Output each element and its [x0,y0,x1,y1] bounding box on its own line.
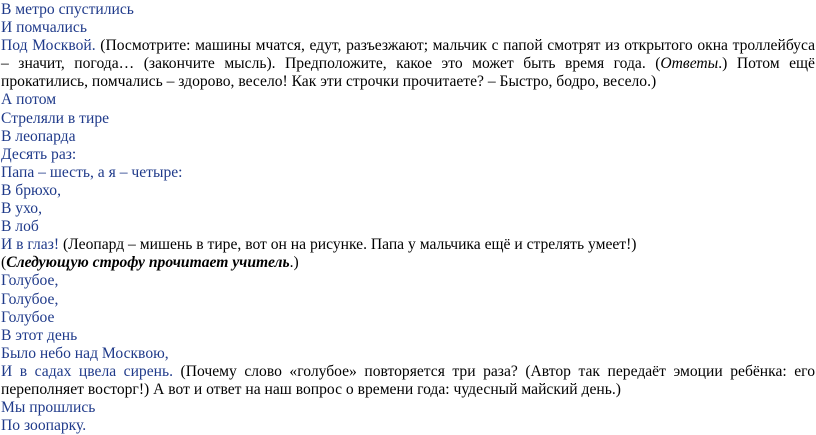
teacher-comment: (Посмотрите: машины мчатся, едут, разъезжают; мальчик с папой смотрят из открытого окна троллейбуса – значит, погода… (закончите мысль). Предположите, какое это может быть время года. ( [1,37,815,73]
poem-with-comment-paragraph [1,363,815,399]
poem-line: И в глаз! [1,236,60,254]
instruction-close-paren: .) [289,254,299,272]
poem-with-comment-line [1,236,816,254]
poem-line: Голубое, [1,290,59,308]
instruction-line [1,254,816,272]
instruction-text: Следующую строфу прочитает учитель [6,254,290,272]
poem-line: Стреляли в тире [1,109,110,127]
poem-line: Мы прошлись [1,399,96,417]
poem-with-comment-paragraph [1,37,815,91]
poem-line: А потом [1,91,57,109]
poem-line: Голубое, [1,272,59,290]
poem-line: Было небо над Москвою, [1,344,169,362]
poem-line: В этот день [1,326,78,344]
poem-line: Голубое [1,308,55,326]
instruction-open-paren: ( [1,254,7,272]
poem-line: В ухо, [1,200,42,218]
teacher-comment: (Почему слово «голубое» повторяется три раза? (Автор так передаёт эмоции ребёнка: его переполняет восторг!) А вот и ответ на наш вопрос о времени года: чудесный майский день.) [1,362,815,398]
poem-line: В лоб [1,218,39,236]
poem-line: В брюхо, [1,181,61,199]
poem-line: Папа – шесть, а я – четыре: [1,163,183,181]
teacher-comment: (Леопард – мишень в тире, вот он на рисунке. Папа у мальчика ещё и стрелять умеет!) [59,236,637,254]
poem-line: В метро спустились [1,1,134,18]
poem-line: И помчались [1,19,87,37]
poem-line: Под Москвой. [1,37,96,55]
poem-line: По зоопарку. [1,417,87,435]
poem-line: Десять раз: [1,145,77,163]
poem-line: В леопарда [1,127,76,145]
teacher-comment: .) Потом ещё прокатились, помчались – здорово, весело! Как эти строчки прочитаете? – Быстро, бодро, весело.) [1,55,815,91]
poem-line: И в садах цвела сирень. [1,362,174,380]
teacher-comment-italic: Ответы [660,55,719,73]
